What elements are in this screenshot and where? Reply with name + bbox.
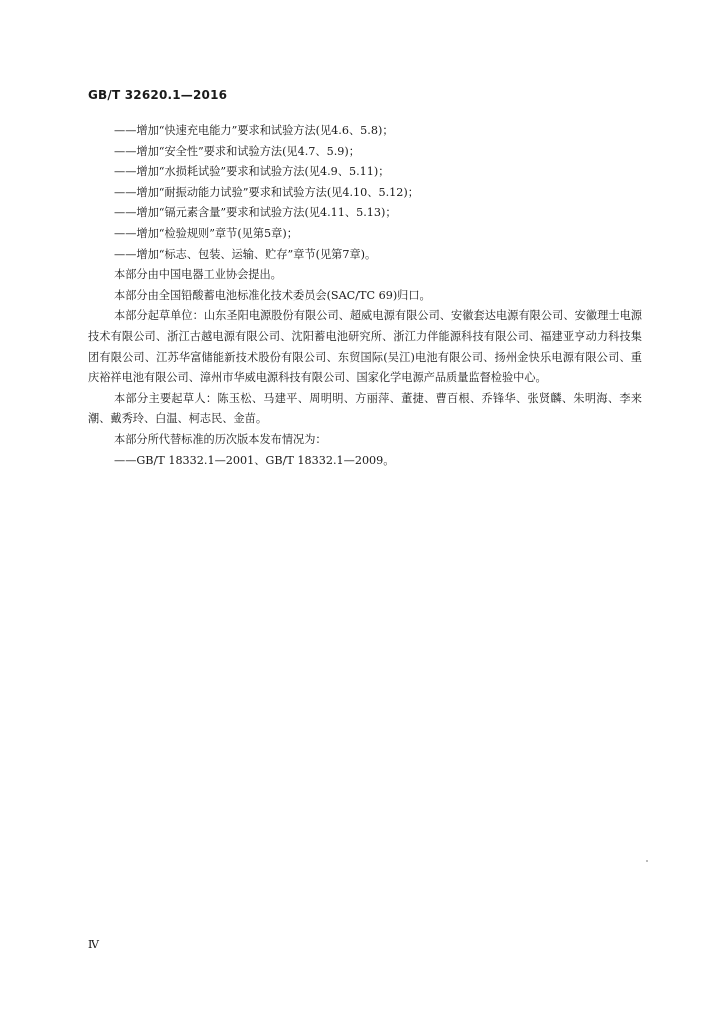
- drafters-paragraph: 本部分主要起草人：陈玉松、马建平、周明明、方丽萍、董捷、曹百根、乔锋华、张贤麟、朱明海、李来潮、戴秀玲、白温、柯志民、金苗。: [88, 391, 642, 426]
- change-item: ——增加“检验规则”章节(见第5章)；: [114, 226, 298, 240]
- change-item: ——增加“快速充电能力”要求和试验方法(见4.6、5.8)；: [114, 124, 394, 137]
- committee-statement: 本部分由全国铅酸蓄电池标准化技术委员会(SAC/TC 69)归口。: [114, 288, 431, 302]
- change-item: ——增加“镉元素含量”要求和试验方法(见4.11、5.13)；: [114, 206, 397, 220]
- standard-code: GB/T 32620.1—2016: [88, 88, 228, 102]
- history-item: ——GB/T 18332.1—2001、GB/T 18332.1—2009。: [114, 453, 395, 467]
- change-item: ——增加“安全性”要求和试验方法(见4.7、5.9)；: [114, 144, 360, 158]
- foreword-content: [88, 121, 642, 471]
- page-number: Ⅳ: [88, 938, 99, 951]
- change-item: ——增加“耐振动能力试验”要求和试验方法(见4.10、5.12)；: [114, 185, 419, 199]
- drafting-units-paragraph: 本部分起草单位：山东圣阳电源股份有限公司、超威电源有限公司、安徽套达电源有限公司、安徽理士电源技术有限公司、浙江古越电源有限公司、沈阳蓄电池研究所、浙江力伴能源科技有限公司、福建亚亨动力科技集团有限公司、江苏华富储能新技术股份有限公司、东贸国际(吴江)电池有限公司、扬州金快乐电源有限公司、重庆裕祥电池有限公司、漳州市华威电源科技有限公司、国家化学电源产品质量监督检验中心。: [88, 309, 642, 385]
- scan-speck: [646, 860, 648, 862]
- proposer-statement: 本部分由中国电器工业协会提出。: [114, 268, 282, 282]
- change-item: ——增加“水损耗试验”要求和试验方法(见4.9、5.11)；: [114, 165, 390, 179]
- history-intro: 本部分所代替标准的历次版本发布情况为：: [114, 432, 327, 446]
- change-item: ——增加“标志、包装、运输、贮存”章节(见第7章)。: [114, 247, 377, 261]
